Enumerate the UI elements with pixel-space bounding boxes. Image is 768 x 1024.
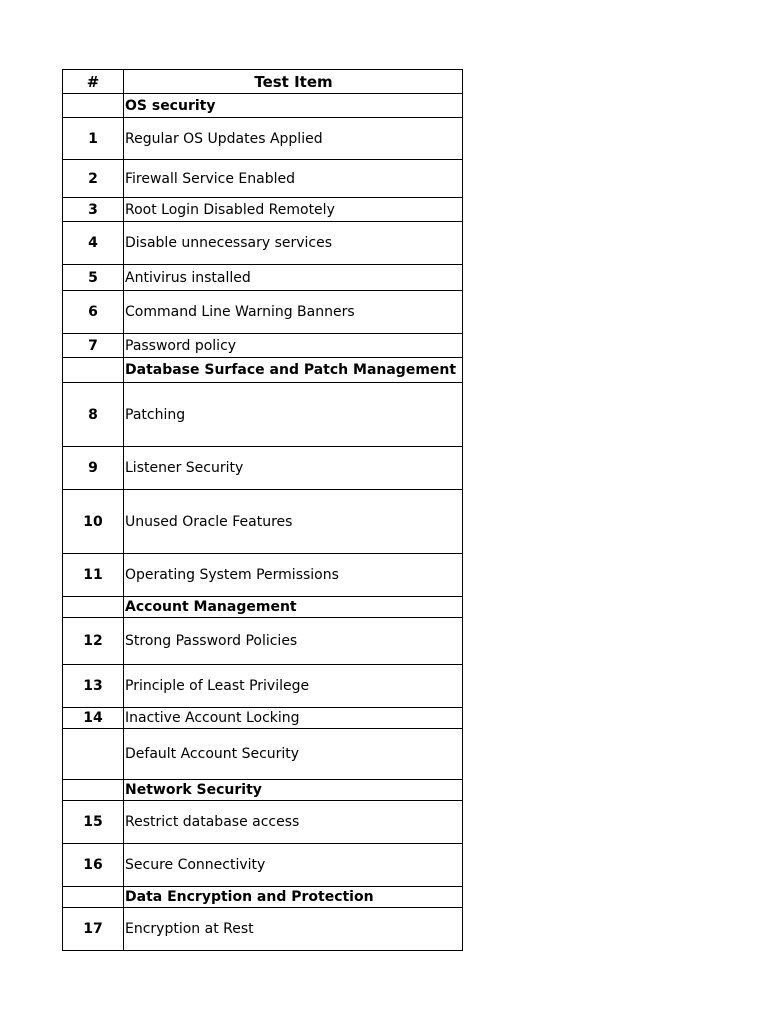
table-row bbox=[63, 383, 463, 447]
row-num: 8 bbox=[63, 383, 124, 447]
table-row bbox=[63, 447, 463, 490]
section-title: Database Surface and Patch Management bbox=[124, 358, 463, 383]
row-num: 6 bbox=[63, 291, 124, 334]
row-num: 16 bbox=[63, 844, 124, 887]
table-row bbox=[63, 844, 463, 887]
section-row bbox=[63, 94, 463, 118]
row-num: 11 bbox=[63, 554, 124, 597]
test-items-table bbox=[62, 69, 463, 951]
row-num bbox=[63, 887, 124, 908]
row-item: Antivirus installed bbox=[124, 265, 463, 291]
table-row bbox=[63, 801, 463, 844]
section-row bbox=[63, 597, 463, 618]
table-row bbox=[63, 160, 463, 198]
row-num: 15 bbox=[63, 801, 124, 844]
table-row bbox=[63, 554, 463, 597]
section-row bbox=[63, 780, 463, 801]
section-title: Account Management bbox=[124, 597, 463, 618]
table-row bbox=[63, 490, 463, 554]
table-row bbox=[63, 618, 463, 665]
row-item: Secure Connectivity bbox=[124, 844, 463, 887]
row-num bbox=[63, 597, 124, 618]
row-item: Encryption at Rest bbox=[124, 908, 463, 951]
header-row bbox=[63, 70, 463, 94]
row-num: 17 bbox=[63, 908, 124, 951]
row-num: 9 bbox=[63, 447, 124, 490]
table-row bbox=[63, 908, 463, 951]
row-num bbox=[63, 729, 124, 780]
row-num: 10 bbox=[63, 490, 124, 554]
table-row bbox=[63, 118, 463, 160]
row-num bbox=[63, 780, 124, 801]
table-row bbox=[63, 708, 463, 729]
section-row bbox=[63, 358, 463, 383]
table-row bbox=[63, 665, 463, 708]
row-num: 2 bbox=[63, 160, 124, 198]
row-item: Principle of Least Privilege bbox=[124, 665, 463, 708]
row-item: Restrict database access bbox=[124, 801, 463, 844]
row-item: Strong Password Policies bbox=[124, 618, 463, 665]
row-item: Disable unnecessary services bbox=[124, 222, 463, 265]
row-num: 4 bbox=[63, 222, 124, 265]
table-row bbox=[63, 198, 463, 222]
header-num: # bbox=[63, 70, 124, 94]
table-row bbox=[63, 265, 463, 291]
row-num bbox=[63, 94, 124, 118]
row-item: Listener Security bbox=[124, 447, 463, 490]
row-item: Root Login Disabled Remotely bbox=[124, 198, 463, 222]
row-num bbox=[63, 358, 124, 383]
section-row bbox=[63, 887, 463, 908]
row-item: Command Line Warning Banners bbox=[124, 291, 463, 334]
row-item: Inactive Account Locking bbox=[124, 708, 463, 729]
table-row bbox=[63, 222, 463, 265]
table-row bbox=[63, 334, 463, 358]
section-title: Data Encryption and Protection bbox=[124, 887, 463, 908]
row-item: Operating System Permissions bbox=[124, 554, 463, 597]
row-num: 5 bbox=[63, 265, 124, 291]
section-title: Network Security bbox=[124, 780, 463, 801]
table-row bbox=[63, 729, 463, 780]
row-num: 13 bbox=[63, 665, 124, 708]
row-item: Firewall Service Enabled bbox=[124, 160, 463, 198]
row-item: Patching bbox=[124, 383, 463, 447]
table-row bbox=[63, 291, 463, 334]
row-item: Password policy bbox=[124, 334, 463, 358]
row-item: Unused Oracle Features bbox=[124, 490, 463, 554]
row-item: Default Account Security bbox=[124, 729, 463, 780]
row-num: 12 bbox=[63, 618, 124, 665]
row-num: 7 bbox=[63, 334, 124, 358]
section-title: OS security bbox=[124, 94, 463, 118]
row-num: 3 bbox=[63, 198, 124, 222]
row-item: Regular OS Updates Applied bbox=[124, 118, 463, 160]
header-test-item: Test Item bbox=[124, 70, 463, 94]
row-num: 14 bbox=[63, 708, 124, 729]
row-num: 1 bbox=[63, 118, 124, 160]
